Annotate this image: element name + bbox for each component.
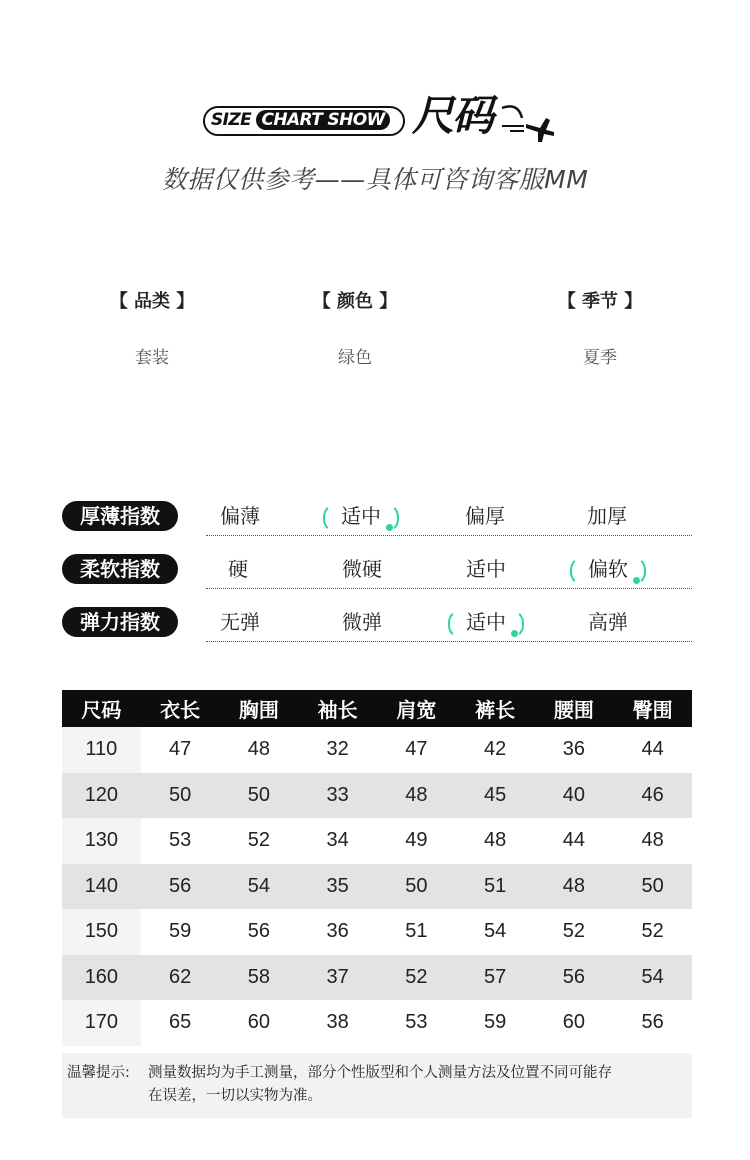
measure-cell: 54	[456, 909, 535, 955]
size-cell: 140	[62, 864, 141, 910]
dotted-divider	[206, 535, 692, 536]
index-option: 硬	[228, 557, 248, 581]
size-cell: 160	[62, 955, 141, 1001]
measure-cell: 56	[141, 864, 220, 910]
measure-cell: 48	[535, 864, 614, 910]
measure-cell: 40	[535, 773, 614, 819]
measure-cell: 52	[377, 955, 456, 1001]
column-header: 臀围	[613, 690, 692, 727]
table-row	[62, 955, 692, 1001]
measure-cell: 48	[220, 727, 299, 773]
measure-cell: 49	[377, 818, 456, 864]
measure-cell: 45	[456, 773, 535, 819]
measurement-note	[62, 1053, 692, 1118]
measure-cell: 50	[613, 864, 692, 910]
measure-cell: 50	[377, 864, 456, 910]
measure-cell: 51	[377, 909, 456, 955]
measure-cell: 59	[141, 909, 220, 955]
column-header: 衣长	[141, 690, 220, 727]
measure-cell: 58	[220, 955, 299, 1001]
measure-cell: 52	[613, 909, 692, 955]
measure-cell: 52	[220, 818, 299, 864]
measure-cell: 56	[535, 955, 614, 1001]
table-row	[62, 818, 692, 864]
attribute-season	[520, 287, 680, 368]
page-title: 尺码	[412, 91, 493, 140]
measure-cell: 35	[298, 864, 377, 910]
measure-cell: 37	[298, 955, 377, 1001]
softness-index-row	[62, 550, 692, 592]
measure-cell: 62	[141, 955, 220, 1001]
index-option-selected: 适中	[321, 501, 401, 531]
measure-cell: 42	[456, 727, 535, 773]
index-label: 厚薄指数	[62, 501, 178, 531]
table-row	[62, 727, 692, 773]
measure-cell: 36	[535, 727, 614, 773]
measure-cell: 46	[613, 773, 692, 819]
measure-cell: 51	[456, 864, 535, 910]
index-option: 适中	[466, 557, 506, 581]
column-header: 肩宽	[377, 690, 456, 727]
size-table	[62, 690, 692, 1046]
attribute-category	[72, 287, 232, 368]
measure-cell: 47	[377, 727, 456, 773]
table-row	[62, 1000, 692, 1046]
airplane-icon	[496, 96, 556, 142]
index-label: 柔软指数	[62, 554, 178, 584]
thickness-index-row	[62, 497, 692, 539]
note-text: 在误差，一切以实物为准。	[148, 1088, 322, 1104]
size-cell: 170	[62, 1000, 141, 1046]
table-row	[62, 864, 692, 910]
measure-cell: 34	[298, 818, 377, 864]
attribute-color	[275, 287, 435, 368]
index-option: 偏厚	[465, 504, 505, 528]
measure-cell: 50	[141, 773, 220, 819]
measure-cell: 38	[298, 1000, 377, 1046]
measure-cell: 52	[535, 909, 614, 955]
attribute-value: 绿色	[338, 348, 372, 368]
size-cell: 110	[62, 727, 141, 773]
table-row	[62, 909, 692, 955]
dotted-divider	[206, 588, 692, 589]
table-row	[62, 773, 692, 819]
measure-cell: 60	[220, 1000, 299, 1046]
measure-cell: 50	[220, 773, 299, 819]
index-option: 微弹	[342, 610, 382, 634]
measure-cell: 56	[613, 1000, 692, 1046]
size-cell: 130	[62, 818, 141, 864]
measure-cell: 57	[456, 955, 535, 1001]
subtitle: 数据仅供参考——具体可咨询客服MM	[161, 165, 589, 194]
measure-cell: 53	[141, 818, 220, 864]
measure-cell: 33	[298, 773, 377, 819]
measure-cell: 65	[141, 1000, 220, 1046]
index-option: 无弹	[220, 610, 260, 634]
dotted-divider	[206, 641, 692, 642]
column-header: 腰围	[535, 690, 614, 727]
column-header: 尺码	[62, 690, 141, 727]
index-option-selected: 偏软	[568, 554, 648, 584]
elasticity-index-row	[62, 603, 692, 645]
measure-cell: 48	[456, 818, 535, 864]
note-label: 温馨提示:	[67, 1065, 130, 1081]
measure-cell: 60	[535, 1000, 614, 1046]
attribute-label: 【 品类 】	[109, 291, 195, 312]
size-cell: 120	[62, 773, 141, 819]
index-option: 微硬	[342, 557, 382, 581]
size-chart-badge	[203, 106, 405, 136]
measure-cell: 47	[141, 727, 220, 773]
measure-cell: 36	[298, 909, 377, 955]
index-option-selected: 适中	[446, 607, 526, 637]
measure-cell: 59	[456, 1000, 535, 1046]
measure-cell: 48	[613, 818, 692, 864]
index-option: 偏薄	[220, 504, 260, 528]
column-header: 胸围	[220, 690, 299, 727]
measure-cell: 32	[298, 727, 377, 773]
measure-cell: 44	[535, 818, 614, 864]
size-cell: 150	[62, 909, 141, 955]
attribute-label: 【 颜色 】	[312, 291, 398, 312]
attribute-value: 夏季	[583, 348, 617, 368]
note-text: 测量数据均为手工测量，部分个性版型和个人测量方法及位置不同可能存	[148, 1065, 612, 1081]
badge-size-text: SIZE	[211, 110, 252, 130]
measure-cell: 53	[377, 1000, 456, 1046]
measure-cell: 48	[377, 773, 456, 819]
attribute-label: 【 季节 】	[557, 291, 643, 312]
column-header: 裤长	[456, 690, 535, 727]
measure-cell: 56	[220, 909, 299, 955]
index-option: 高弹	[588, 610, 628, 634]
attribute-value: 套装	[135, 348, 169, 368]
badge-chart-text: CHART SHOW	[256, 110, 389, 130]
header	[0, 92, 750, 142]
index-option: 加厚	[587, 504, 627, 528]
measure-cell: 44	[613, 727, 692, 773]
measure-cell: 54	[220, 864, 299, 910]
index-label: 弹力指数	[62, 607, 178, 637]
column-header: 袖长	[298, 690, 377, 727]
table-header-row	[62, 690, 692, 727]
measure-cell: 54	[613, 955, 692, 1001]
